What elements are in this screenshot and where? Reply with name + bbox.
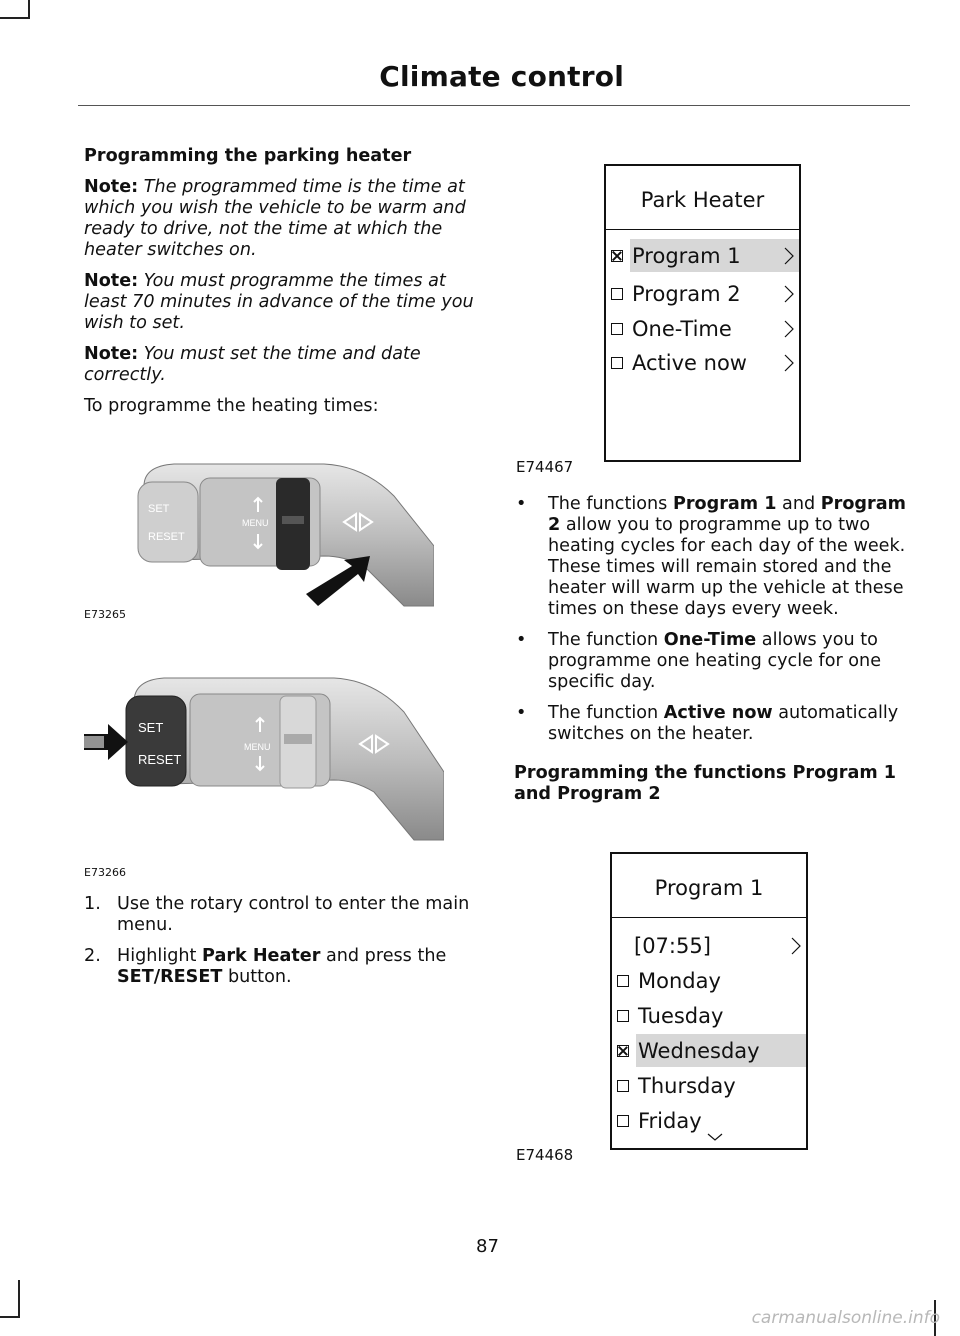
stalk-illustration-rotary: [134, 456, 434, 608]
list-item: 2. Highlight Park Heater and press the SET/RESET button.: [84, 946, 447, 987]
checkbox-unchecked-icon: [617, 1080, 629, 1092]
stalk-illustration-set-reset: [84, 672, 444, 842]
crop-mark: [0, 1316, 20, 1318]
figure-id: E74468: [516, 1146, 574, 1164]
menu-item-time[interactable]: [07:55]: [612, 929, 806, 962]
chevron-right-icon: [790, 936, 802, 956]
checkbox-unchecked-icon: [611, 288, 623, 300]
steps-list: [84, 894, 476, 998]
menu-item-friday[interactable]: Friday: [612, 1104, 806, 1137]
svg-text:MENU: MENU: [244, 742, 271, 752]
display-park-heater-menu: [604, 164, 801, 462]
menu-item-monday[interactable]: Monday: [612, 964, 806, 997]
screen-title: Park Heater: [640, 188, 765, 212]
list-item: • The functions Program 1 and Program 2 allow you to programme up to two heating cycles for each day of the week. These times will remain stored and the heater will warm up the vehicle at these times on these days every week.: [516, 494, 906, 619]
svg-text:SET: SET: [148, 503, 170, 515]
section-heading: Programming the functions Program 1 and Program 2: [514, 763, 897, 804]
page-title: Climate control: [379, 60, 624, 93]
note: Note: You must set the time and date correctly.: [84, 344, 421, 385]
note: Note: The programmed time is the time at which you wish the vehicle to be warm and ready to drive, not the time at which the heater switches on.: [84, 177, 466, 260]
svg-text:MENU: MENU: [242, 518, 269, 528]
section-heading: Programming the parking heater: [84, 146, 412, 166]
figure-id: E74467: [516, 458, 574, 476]
menu-item-thursday[interactable]: Thursday: [612, 1069, 806, 1102]
svg-text:RESET: RESET: [138, 752, 182, 767]
chevron-right-icon: [783, 284, 795, 304]
menu-item-tuesday[interactable]: Tuesday: [612, 999, 806, 1032]
page-number: 87: [476, 1236, 499, 1257]
screen-divider: [606, 229, 799, 230]
checkbox-unchecked-icon: [617, 975, 629, 987]
checkbox-unchecked-icon: [611, 357, 623, 369]
screen-title: Program 1: [654, 876, 764, 900]
intro-text: To programme the heating times:: [84, 396, 379, 416]
menu-item-active-now[interactable]: Active now: [606, 346, 799, 379]
screen-divider: [612, 917, 806, 918]
figure-id: E73266: [84, 866, 126, 879]
checkbox-unchecked-icon: [617, 1115, 629, 1127]
crop-mark: [0, 17, 30, 19]
menu-item-program-2[interactable]: Program 2: [606, 277, 799, 310]
chevron-right-icon: [783, 246, 795, 266]
left-column: [84, 146, 476, 427]
note: Note: You must programme the times at least 70 minutes in advance of the time you wish to set.: [84, 271, 474, 333]
right-column: [514, 494, 906, 805]
list-item: 1. Use the rotary control to enter the main menu.: [84, 894, 470, 935]
svg-text:SET: SET: [138, 720, 164, 735]
list-item: • The function One-Time allows you to programme one heating cycle for one specific day.: [516, 630, 882, 692]
display-program-1-menu: [610, 852, 808, 1150]
figure-id: E73265: [84, 608, 126, 621]
checkbox-checked-icon: [617, 1045, 629, 1057]
crop-mark: [28, 0, 30, 19]
chevron-right-icon: [783, 353, 795, 373]
chevron-down-icon: [706, 1132, 724, 1142]
checkbox-unchecked-icon: [617, 1010, 629, 1022]
svg-text:RESET: RESET: [148, 531, 185, 543]
chevron-right-icon: [783, 319, 795, 339]
list-item: • The function Active now automatically switches on the heater.: [516, 703, 899, 744]
menu-item-wednesday[interactable]: Wednesday: [612, 1034, 806, 1067]
watermark: carmanualsonline.info: [751, 1308, 940, 1328]
crop-mark: [18, 1280, 20, 1318]
header-divider: [78, 105, 910, 106]
menu-item-program-1[interactable]: Program 1: [606, 239, 799, 272]
checkbox-checked-icon: [611, 250, 623, 262]
menu-item-one-time[interactable]: One-Time: [606, 312, 799, 345]
checkbox-unchecked-icon: [611, 323, 623, 335]
